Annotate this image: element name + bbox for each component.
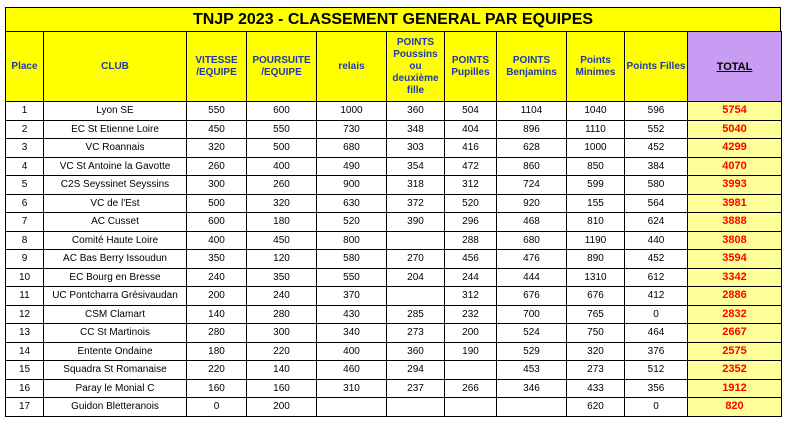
cell-vitesse: 350 <box>187 250 247 269</box>
cell-filles: 580 <box>625 176 688 195</box>
cell-filles: 412 <box>625 287 688 306</box>
cell-filles: 384 <box>625 157 688 176</box>
cell-filles: 612 <box>625 268 688 287</box>
cell-club: VC de l'Est <box>44 194 187 213</box>
cell-filles: 624 <box>625 213 688 232</box>
cell-poursuite: 260 <box>247 176 317 195</box>
col-header-club: CLUB <box>44 32 187 102</box>
cell-poussins: 270 <box>387 250 445 269</box>
cell-place: 10 <box>6 268 44 287</box>
cell-pupilles: 456 <box>445 250 497 269</box>
cell-vitesse: 140 <box>187 305 247 324</box>
cell-club: Lyon SE <box>44 102 187 121</box>
cell-place: 13 <box>6 324 44 343</box>
cell-minimes: 850 <box>567 157 625 176</box>
cell-pupilles: 472 <box>445 157 497 176</box>
col-header-minimes: Points Minimes <box>567 32 625 102</box>
cell-total: 2352 <box>688 361 782 380</box>
cell-relais: 550 <box>317 268 387 287</box>
cell-total: 3342 <box>688 268 782 287</box>
cell-benjamins: 724 <box>497 176 567 195</box>
cell-place: 11 <box>6 287 44 306</box>
cell-benjamins: 1104 <box>497 102 567 121</box>
cell-poussins: 273 <box>387 324 445 343</box>
cell-pupilles: 190 <box>445 342 497 361</box>
cell-minimes: 1040 <box>567 102 625 121</box>
cell-vitesse: 550 <box>187 102 247 121</box>
ranking-sheet <box>5 7 781 417</box>
col-header-total: TOTAL <box>688 32 782 102</box>
col-header-vitesse: VITESSE /EQUIPE <box>187 32 247 102</box>
cell-total: 5040 <box>688 120 782 139</box>
cell-benjamins: 346 <box>497 379 567 398</box>
cell-club: EC St Etienne Loire <box>44 120 187 139</box>
cell-total: 3981 <box>688 194 782 213</box>
header-row <box>6 32 782 102</box>
cell-total: 4070 <box>688 157 782 176</box>
cell-vitesse: 220 <box>187 361 247 380</box>
cell-poussins: 204 <box>387 268 445 287</box>
cell-filles: 512 <box>625 361 688 380</box>
cell-poursuite: 300 <box>247 324 317 343</box>
cell-poursuite: 350 <box>247 268 317 287</box>
table-row <box>6 268 782 287</box>
table-row <box>6 231 782 250</box>
cell-poursuite: 320 <box>247 194 317 213</box>
cell-minimes: 1310 <box>567 268 625 287</box>
cell-club: C2S Seyssinet Seyssins <box>44 176 187 195</box>
cell-vitesse: 260 <box>187 157 247 176</box>
table-row <box>6 287 782 306</box>
cell-place: 3 <box>6 139 44 158</box>
cell-club: VC St Antoine la Gavotte <box>44 157 187 176</box>
cell-poussins: 237 <box>387 379 445 398</box>
cell-vitesse: 450 <box>187 120 247 139</box>
cell-relais: 1000 <box>317 102 387 121</box>
cell-filles: 356 <box>625 379 688 398</box>
cell-poussins: 303 <box>387 139 445 158</box>
cell-vitesse: 400 <box>187 231 247 250</box>
cell-club: Guidon Bletteranois <box>44 398 187 417</box>
cell-club: VC Roannais <box>44 139 187 158</box>
cell-filles: 464 <box>625 324 688 343</box>
cell-vitesse: 160 <box>187 379 247 398</box>
col-header-place: Place <box>6 32 44 102</box>
cell-vitesse: 240 <box>187 268 247 287</box>
cell-poussins: 294 <box>387 361 445 380</box>
cell-place: 8 <box>6 231 44 250</box>
cell-benjamins: 529 <box>497 342 567 361</box>
cell-vitesse: 300 <box>187 176 247 195</box>
cell-place: 7 <box>6 213 44 232</box>
cell-total: 2575 <box>688 342 782 361</box>
cell-pupilles: 232 <box>445 305 497 324</box>
cell-minimes: 620 <box>567 398 625 417</box>
cell-place: 6 <box>6 194 44 213</box>
cell-poursuite: 140 <box>247 361 317 380</box>
cell-total: 2667 <box>688 324 782 343</box>
cell-club: Paray le Monial C <box>44 379 187 398</box>
cell-club: AC Cusset <box>44 213 187 232</box>
cell-relais: 800 <box>317 231 387 250</box>
cell-filles: 552 <box>625 120 688 139</box>
cell-minimes: 320 <box>567 342 625 361</box>
cell-relais: 520 <box>317 213 387 232</box>
cell-relais: 680 <box>317 139 387 158</box>
cell-place: 15 <box>6 361 44 380</box>
cell-pupilles: 312 <box>445 287 497 306</box>
cell-minimes: 810 <box>567 213 625 232</box>
cell-pupilles: 416 <box>445 139 497 158</box>
cell-poursuite: 500 <box>247 139 317 158</box>
cell-relais: 400 <box>317 342 387 361</box>
cell-vitesse: 280 <box>187 324 247 343</box>
cell-filles: 376 <box>625 342 688 361</box>
cell-pupilles: 520 <box>445 194 497 213</box>
cell-filles: 452 <box>625 139 688 158</box>
cell-filles: 452 <box>625 250 688 269</box>
table-row <box>6 250 782 269</box>
cell-total: 5754 <box>688 102 782 121</box>
cell-place: 4 <box>6 157 44 176</box>
cell-relais: 630 <box>317 194 387 213</box>
cell-benjamins: 453 <box>497 361 567 380</box>
cell-pupilles: 296 <box>445 213 497 232</box>
cell-club: CC St Martinois <box>44 324 187 343</box>
cell-total: 3993 <box>688 176 782 195</box>
cell-minimes: 890 <box>567 250 625 269</box>
cell-vitesse: 180 <box>187 342 247 361</box>
cell-total: 2886 <box>688 287 782 306</box>
cell-place: 16 <box>6 379 44 398</box>
table-row <box>6 176 782 195</box>
cell-minimes: 750 <box>567 324 625 343</box>
cell-minimes: 765 <box>567 305 625 324</box>
cell-minimes: 1000 <box>567 139 625 158</box>
cell-minimes: 1110 <box>567 120 625 139</box>
cell-club: Entente Ondaine <box>44 342 187 361</box>
cell-poursuite: 550 <box>247 120 317 139</box>
cell-poursuite: 600 <box>247 102 317 121</box>
cell-club: CSM Clamart <box>44 305 187 324</box>
cell-vitesse: 500 <box>187 194 247 213</box>
cell-poussins <box>387 287 445 306</box>
cell-poussins: 372 <box>387 194 445 213</box>
cell-filles: 0 <box>625 305 688 324</box>
cell-poussins <box>387 398 445 417</box>
col-header-filles: Points Filles <box>625 32 688 102</box>
cell-poursuite: 180 <box>247 213 317 232</box>
cell-total: 4299 <box>688 139 782 158</box>
cell-relais <box>317 398 387 417</box>
cell-relais: 340 <box>317 324 387 343</box>
cell-poussins: 390 <box>387 213 445 232</box>
cell-vitesse: 200 <box>187 287 247 306</box>
cell-pupilles <box>445 398 497 417</box>
cell-poursuite: 120 <box>247 250 317 269</box>
table-row <box>6 102 782 121</box>
cell-benjamins: 700 <box>497 305 567 324</box>
cell-poursuite: 400 <box>247 157 317 176</box>
cell-total: 2832 <box>688 305 782 324</box>
cell-vitesse: 320 <box>187 139 247 158</box>
cell-vitesse: 600 <box>187 213 247 232</box>
table-row <box>6 305 782 324</box>
cell-place: 5 <box>6 176 44 195</box>
cell-poursuite: 280 <box>247 305 317 324</box>
table-row <box>6 398 782 417</box>
cell-poussins: 360 <box>387 342 445 361</box>
cell-minimes: 433 <box>567 379 625 398</box>
cell-poussins: 354 <box>387 157 445 176</box>
cell-benjamins: 524 <box>497 324 567 343</box>
table-row <box>6 361 782 380</box>
cell-poussins <box>387 231 445 250</box>
cell-benjamins: 468 <box>497 213 567 232</box>
cell-pupilles: 312 <box>445 176 497 195</box>
cell-total: 3594 <box>688 250 782 269</box>
table-row <box>6 157 782 176</box>
table-row <box>6 342 782 361</box>
cell-minimes: 676 <box>567 287 625 306</box>
cell-benjamins: 676 <box>497 287 567 306</box>
table-row <box>6 213 782 232</box>
cell-filles: 440 <box>625 231 688 250</box>
col-header-pupilles: POINTS Pupilles <box>445 32 497 102</box>
cell-poursuite: 160 <box>247 379 317 398</box>
cell-pupilles: 266 <box>445 379 497 398</box>
cell-place: 14 <box>6 342 44 361</box>
cell-total: 3888 <box>688 213 782 232</box>
cell-minimes: 599 <box>567 176 625 195</box>
col-header-poussins: POINTS Poussins ou deuxième fille <box>387 32 445 102</box>
cell-filles: 0 <box>625 398 688 417</box>
cell-poussins: 285 <box>387 305 445 324</box>
cell-total: 1912 <box>688 379 782 398</box>
cell-poursuite: 450 <box>247 231 317 250</box>
cell-relais: 460 <box>317 361 387 380</box>
cell-benjamins: 896 <box>497 120 567 139</box>
cell-pupilles: 404 <box>445 120 497 139</box>
cell-poussins: 360 <box>387 102 445 121</box>
cell-filles: 596 <box>625 102 688 121</box>
cell-relais: 430 <box>317 305 387 324</box>
cell-vitesse: 0 <box>187 398 247 417</box>
cell-club: Squadra St Romanaise <box>44 361 187 380</box>
col-header-relais: relais <box>317 32 387 102</box>
cell-pupilles: 504 <box>445 102 497 121</box>
cell-total: 820 <box>688 398 782 417</box>
col-header-benjamins: POINTS Benjamins <box>497 32 567 102</box>
cell-club: Comité Haute Loire <box>44 231 187 250</box>
cell-poursuite: 240 <box>247 287 317 306</box>
ranking-table <box>5 31 782 417</box>
cell-relais: 490 <box>317 157 387 176</box>
cell-poussins: 348 <box>387 120 445 139</box>
cell-poussins: 318 <box>387 176 445 195</box>
cell-poursuite: 200 <box>247 398 317 417</box>
cell-relais: 730 <box>317 120 387 139</box>
sheet-title: TNJP 2023 - CLASSEMENT GENERAL PAR EQUIPES <box>5 7 781 31</box>
table-row <box>6 194 782 213</box>
cell-benjamins: 628 <box>497 139 567 158</box>
cell-minimes: 273 <box>567 361 625 380</box>
cell-minimes: 155 <box>567 194 625 213</box>
cell-pupilles: 200 <box>445 324 497 343</box>
col-header-poursuite: POURSUITE /EQUIPE <box>247 32 317 102</box>
cell-pupilles <box>445 361 497 380</box>
cell-benjamins: 920 <box>497 194 567 213</box>
cell-benjamins: 476 <box>497 250 567 269</box>
table-row <box>6 379 782 398</box>
cell-club: AC Bas Berry Issoudun <box>44 250 187 269</box>
cell-benjamins: 860 <box>497 157 567 176</box>
cell-pupilles: 288 <box>445 231 497 250</box>
cell-filles: 564 <box>625 194 688 213</box>
cell-poursuite: 220 <box>247 342 317 361</box>
cell-place: 12 <box>6 305 44 324</box>
cell-benjamins: 680 <box>497 231 567 250</box>
cell-relais: 900 <box>317 176 387 195</box>
cell-club: UC Pontcharra Grésivaudan <box>44 287 187 306</box>
cell-relais: 310 <box>317 379 387 398</box>
cell-place: 17 <box>6 398 44 417</box>
cell-pupilles: 244 <box>445 268 497 287</box>
table-row <box>6 120 782 139</box>
cell-relais: 580 <box>317 250 387 269</box>
cell-club: EC Bourg en Bresse <box>44 268 187 287</box>
cell-benjamins <box>497 398 567 417</box>
cell-place: 1 <box>6 102 44 121</box>
cell-place: 9 <box>6 250 44 269</box>
table-row <box>6 324 782 343</box>
cell-place: 2 <box>6 120 44 139</box>
cell-minimes: 1190 <box>567 231 625 250</box>
cell-benjamins: 444 <box>497 268 567 287</box>
table-row <box>6 139 782 158</box>
cell-relais: 370 <box>317 287 387 306</box>
table-body <box>6 102 782 417</box>
cell-total: 3808 <box>688 231 782 250</box>
